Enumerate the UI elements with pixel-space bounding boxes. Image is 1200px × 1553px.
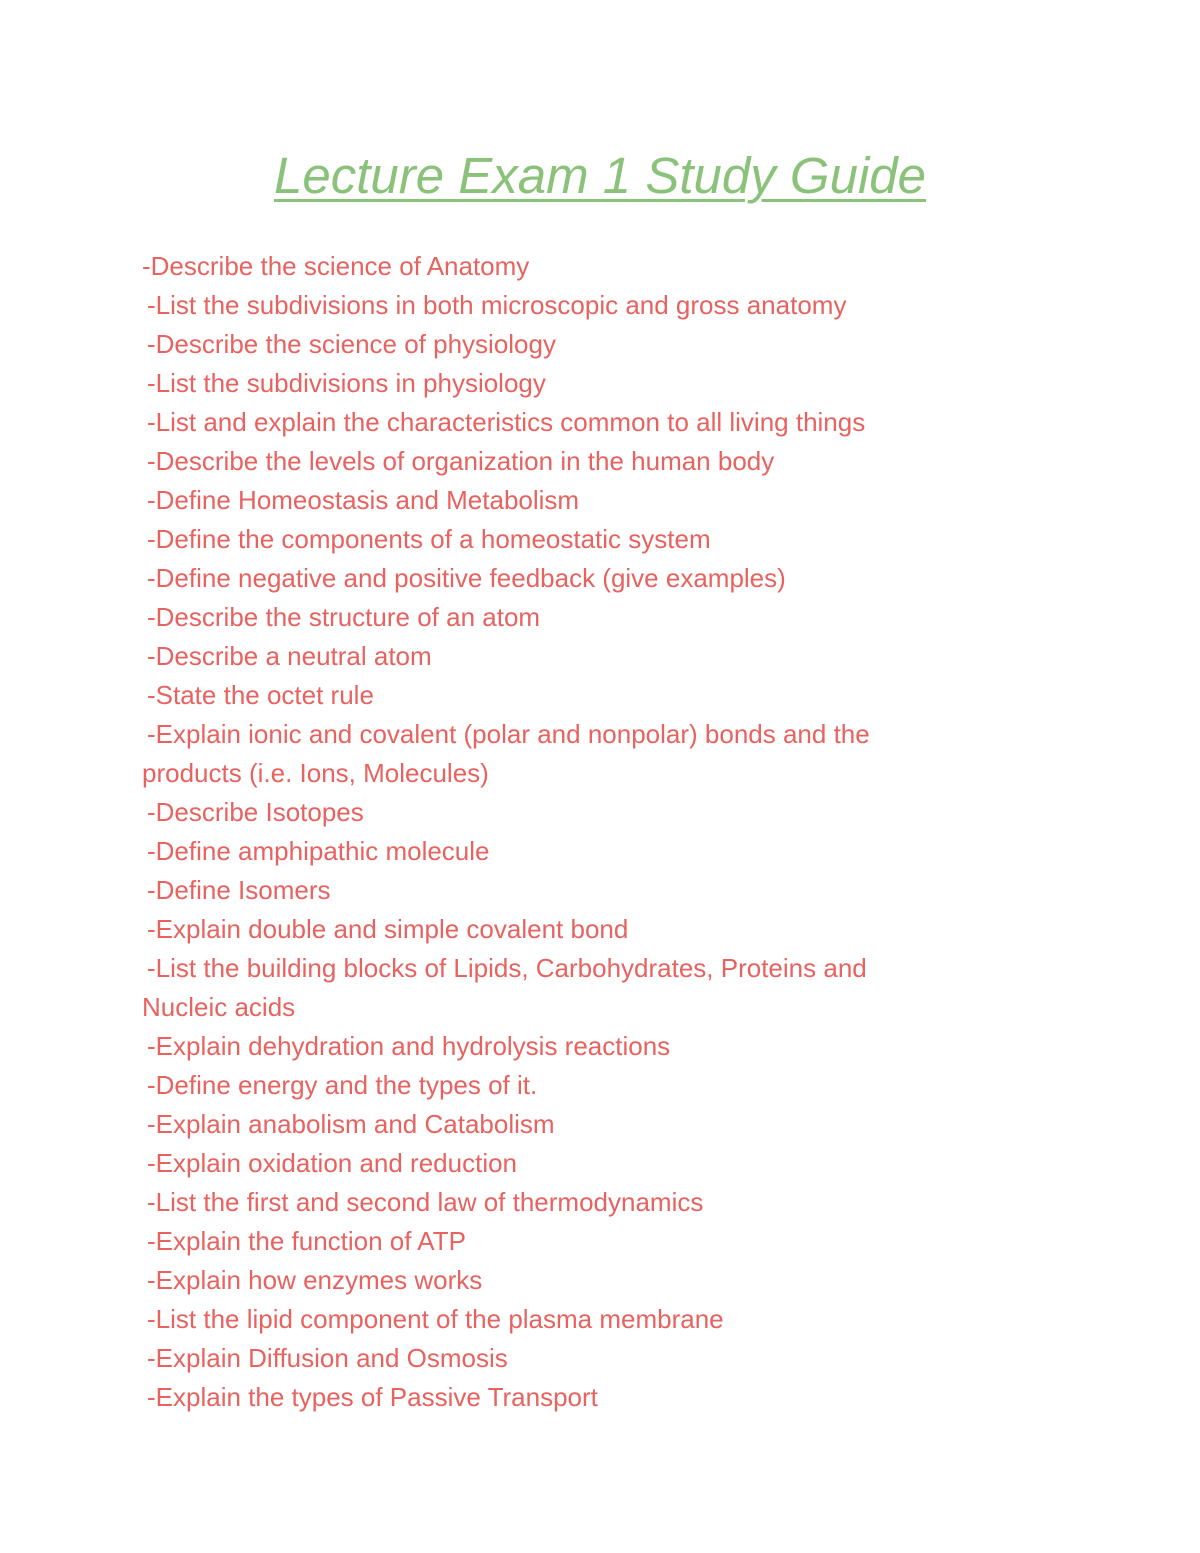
list-item-continuation: Nucleic acids [142, 992, 296, 1022]
list-item: -Define Isomers [147, 875, 331, 905]
list-item: -State the octet rule [147, 680, 374, 710]
list-item: -Explain dehydration and hydrolysis reactions [147, 1031, 671, 1061]
list-item: -List the subdivisions in physiology [147, 368, 546, 398]
list-item: -Describe Isotopes [147, 797, 364, 827]
list-item: -Explain Diffusion and Osmosis [147, 1343, 508, 1373]
list-item: -Describe the levels of organization in the human body [147, 446, 775, 476]
list-item: -Explain double and simple covalent bond [147, 914, 629, 944]
page-title: Lecture Exam 1 Study Guide [273, 147, 927, 204]
list-item: -List the subdivisions in both microscopic and gross anatomy [147, 290, 847, 320]
list-item-continuation: products (i.e. Ions, Molecules) [142, 758, 489, 788]
list-item: -Describe the structure of an atom [147, 602, 541, 632]
list-item: -List and explain the characteristics common to all living things [147, 407, 866, 437]
list-item: -Define amphipathic molecule [147, 836, 490, 866]
list-item: -Describe the science of physiology [147, 329, 556, 359]
list-item: -List the lipid component of the plasma membrane [147, 1304, 724, 1334]
list-item: -Explain ionic and covalent (polar and nonpolar) bonds and the [147, 719, 870, 749]
study-guide-list [142, 247, 1002, 1417]
list-item: -Define energy and the types of it. [147, 1070, 538, 1100]
list-item: -Explain anabolism and Catabolism [147, 1109, 555, 1139]
list-item: -List the first and second law of thermodynamics [147, 1187, 704, 1217]
list-item: -Explain the function of ATP [147, 1226, 466, 1256]
list-item: -Explain how enzymes works [147, 1265, 483, 1295]
list-item: -Describe a neutral atom [147, 641, 432, 671]
list-item: -Define negative and positive feedback (give examples) [147, 563, 786, 593]
list-item: -List the building blocks of Lipids, Carbohydrates, Proteins and [147, 953, 867, 983]
list-item: -Explain oxidation and reduction [147, 1148, 518, 1178]
list-item: -Define Homeostasis and Metabolism [147, 485, 580, 515]
list-item: -Describe the science of Anatomy [142, 251, 530, 281]
list-item: -Define the components of a homeostatic system [147, 524, 711, 554]
list-item: -Explain the types of Passive Transport [147, 1382, 598, 1412]
